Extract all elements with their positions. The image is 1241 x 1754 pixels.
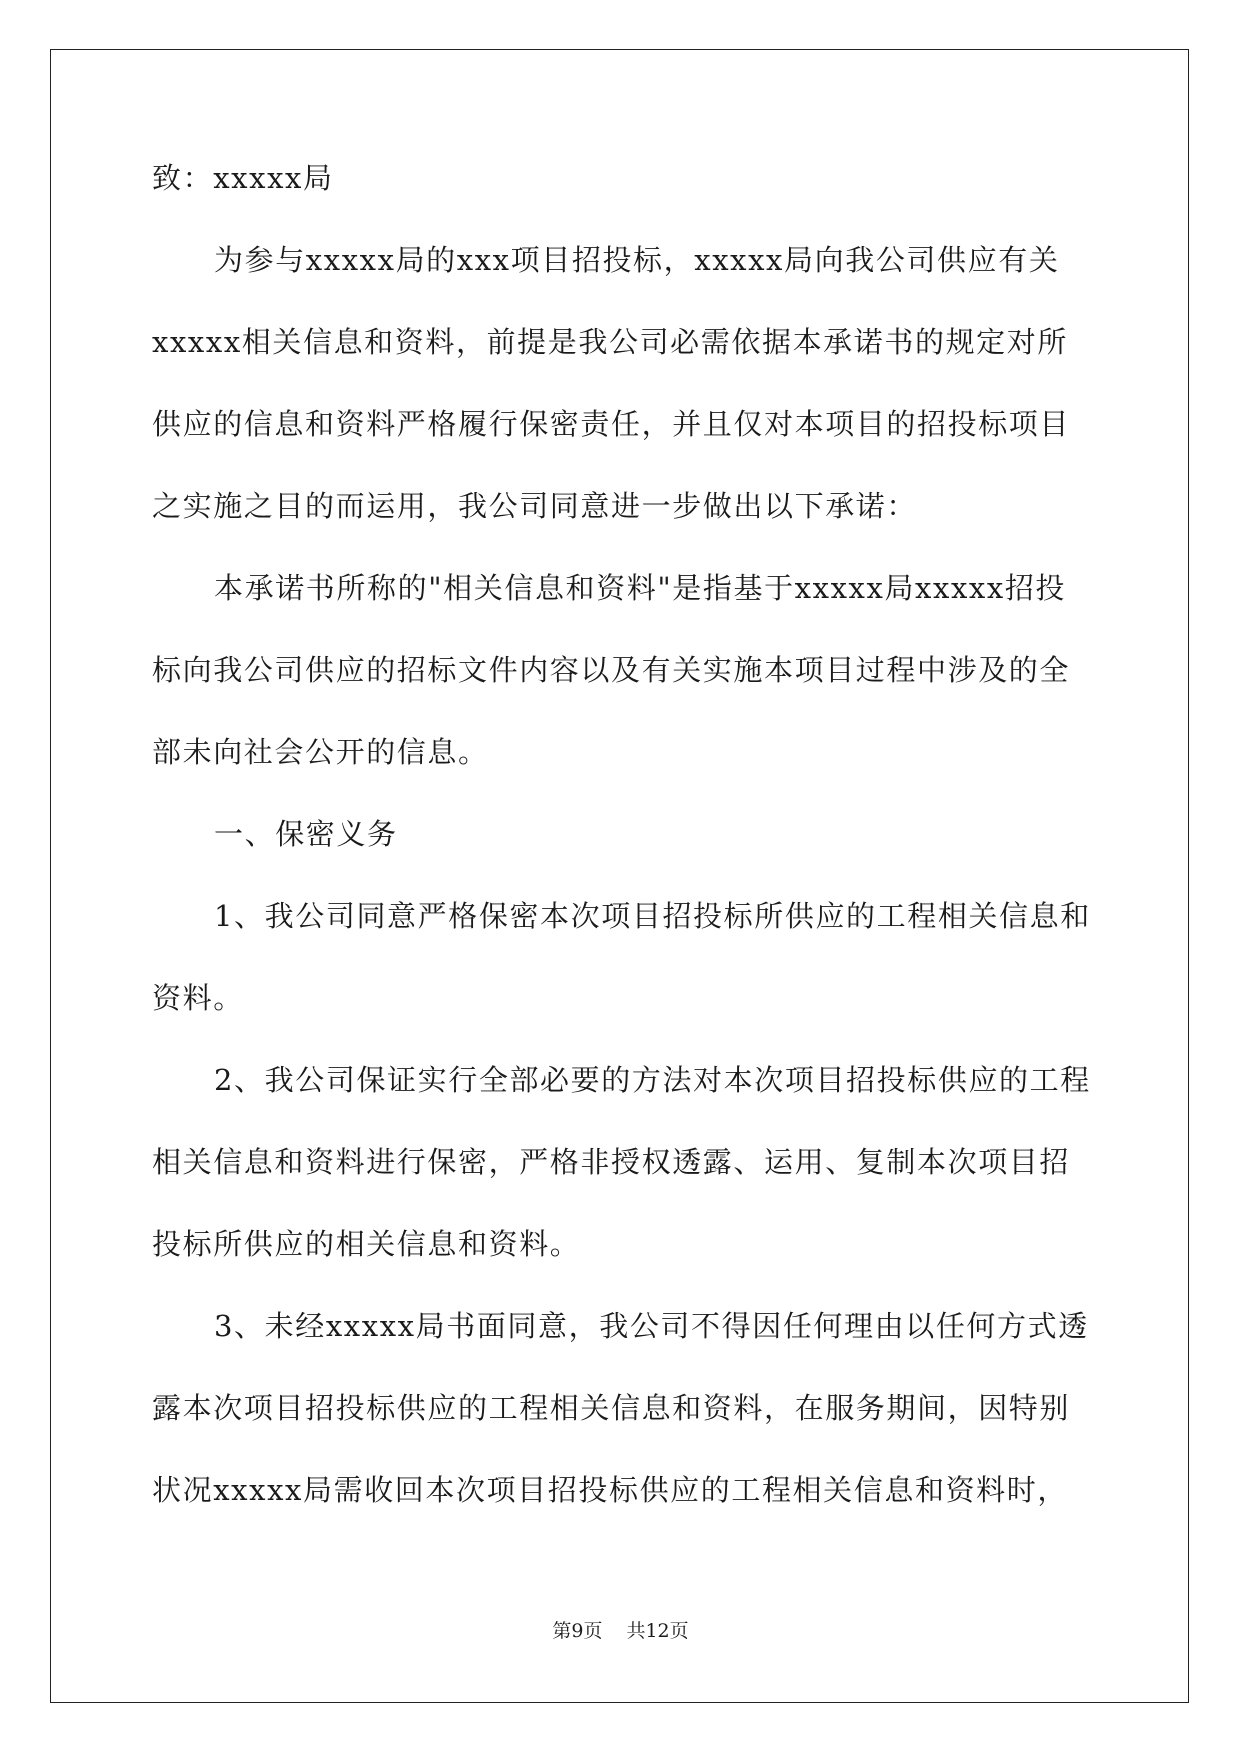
paragraph-line: 相关信息和资料进行保密，严格非授权透露、运用、复制本次项目招 [152, 1145, 1071, 1179]
paragraph-line: 状况xxxxx局需收回本次项目招投标供应的工程相关信息和资料时， [152, 1473, 1068, 1507]
page-total: 共12页 [626, 1620, 689, 1642]
paragraph-line: 投标所供应的相关信息和资料。 [152, 1227, 581, 1261]
paragraph-line: 2、我公司保证实行全部必要的方法对本次项目招投标供应的工程 [214, 1063, 1091, 1097]
section-heading: 一、保密义务 [214, 817, 398, 851]
salutation: 致：xxxxx局 [152, 161, 334, 195]
paragraph-line: 为参与xxxxx局的xxx项目招投标，xxxxx局向我公司供应有关 [214, 243, 1060, 277]
paragraph-line: 部未向社会公开的信息。 [152, 735, 489, 769]
paragraph-line: 标向我公司供应的招标文件内容以及有关实施本项目过程中涉及的全 [152, 653, 1071, 687]
document-body [152, 159, 1091, 1553]
paragraph-line: 3、未经xxxxx局书面同意，我公司不得因任何理由以任何方式透 [214, 1309, 1089, 1343]
paragraph-line: 之实施之目的而运用，我公司同意进一步做出以下承诺： [152, 489, 918, 523]
paragraph-line: 露本次项目招投标供应的工程相关信息和资料，在服务期间，因特别 [152, 1391, 1071, 1425]
paragraph-line: 1、我公司同意严格保密本次项目招投标所供应的工程相关信息和 [214, 899, 1091, 933]
page-footer [0, 1619, 1241, 1643]
paragraph-line: 供应的信息和资料严格履行保密责任，并且仅对本项目的招投标项目 [152, 407, 1071, 441]
page-number: 第9页 [552, 1620, 603, 1642]
paragraph-line: 本承诺书所称的"相关信息和资料"是指基于xxxxx局xxxxx招投 [214, 571, 1067, 605]
paragraph-line: xxxxx相关信息和资料，前提是我公司必需依据本承诺书的规定对所 [152, 325, 1068, 359]
paragraph-line: 资料。 [152, 981, 244, 1015]
